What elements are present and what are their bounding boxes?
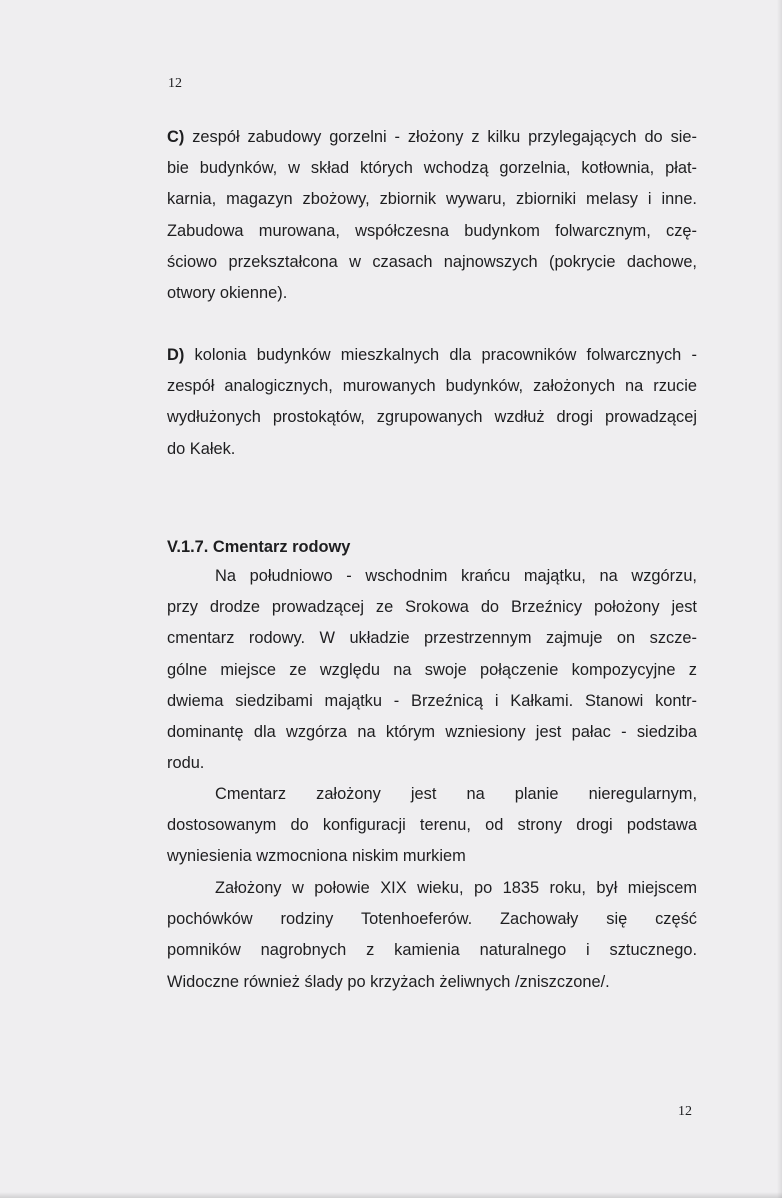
text-line [167, 122, 697, 153]
text-line: ściowo przekształcona w czasach najnowszych (pokrycie dachowe, [167, 252, 697, 271]
text-line: dominantę dla wzgórza na którym wzniesiony jest pałac - siedziba [167, 722, 697, 741]
text-line: do Kałek. [167, 439, 236, 458]
text-line: Na południowo - wschodnim krańcu majątku, na wzgórzu, [215, 567, 697, 585]
paragraph-2 [167, 779, 697, 873]
text-line: Widoczne również ślady po krzyżach żeliwnych /zniszczone/. [167, 972, 610, 991]
text-line: bie budynków, w skład których wchodzą gorzelnia, kotłownia, płat- [167, 159, 697, 178]
page-edge-shadow [777, 0, 782, 1198]
text-line: przy drodze prowadzącej ze Srokowa do Brzeźnicy położony jest [167, 598, 697, 617]
text-line: cmentarz rodowy. W układzie przestrzennym zajmuje on szcze- [167, 629, 697, 648]
text-line: pochówków rodziny Totenhoeferów. Zachowały się część [167, 910, 697, 929]
text-line-content: kolonia budynków mieszkalnych dla pracowników folwarcznych - [184, 346, 697, 364]
text-line: rodu. [167, 754, 205, 773]
text-line-content: zespół zabudowy gorzelni - złożony z kilku przylegających do sie- [184, 128, 697, 146]
text-line: pomników nagrobnych z kamienia naturalnego i sztucznego. [167, 941, 697, 960]
text-line: karnia, magazyn zbożowy, zbiornik wywaru, zbiorniki melasy i inne. [167, 190, 697, 209]
section-d-marker: D) [167, 346, 185, 364]
text-line: dostosowanym do konfiguracji terenu, od strony drogi podstawa [167, 816, 697, 835]
section-c-marker: C) [167, 128, 185, 146]
text-line: dwiema siedzibami majątku - Brzeźnicą i Kałkami. Stanowi kontr- [167, 691, 697, 710]
text-line: Cmentarz założony jest na planie nieregularnym, [215, 785, 697, 803]
section-heading: V.1.7. Cmentarz rodowy [167, 538, 351, 556]
text-line: otwory okienne). [167, 283, 288, 302]
page-number-top: 12 [168, 76, 182, 91]
text-line: wydłużonych prostokątów, zgrupowanych wzdłuż drogi prowadzącej [167, 408, 697, 427]
text-line: gólne miejsce ze względu na swoje połączenie kompozycyjne z [167, 660, 697, 679]
paragraph-3 [167, 873, 697, 998]
text-line: Zabudowa murowana, współczesna budynkom folwarcznym, czę- [167, 221, 697, 240]
section-c [167, 122, 697, 309]
paragraph-1 [167, 561, 697, 779]
text-line: zespół analogicznych, murowanych budynków, założonych na rzucie [167, 377, 697, 396]
text-line [167, 340, 697, 371]
text-line: Założony w połowie XIX wieku, po 1835 roku, był miejscem [215, 879, 697, 897]
section-d [167, 340, 697, 465]
text-line: wyniesienia wzmocniona niskim murkiem [167, 847, 466, 866]
page-number-bottom: 12 [678, 1104, 692, 1119]
page-bottom-shadow [0, 1192, 782, 1198]
